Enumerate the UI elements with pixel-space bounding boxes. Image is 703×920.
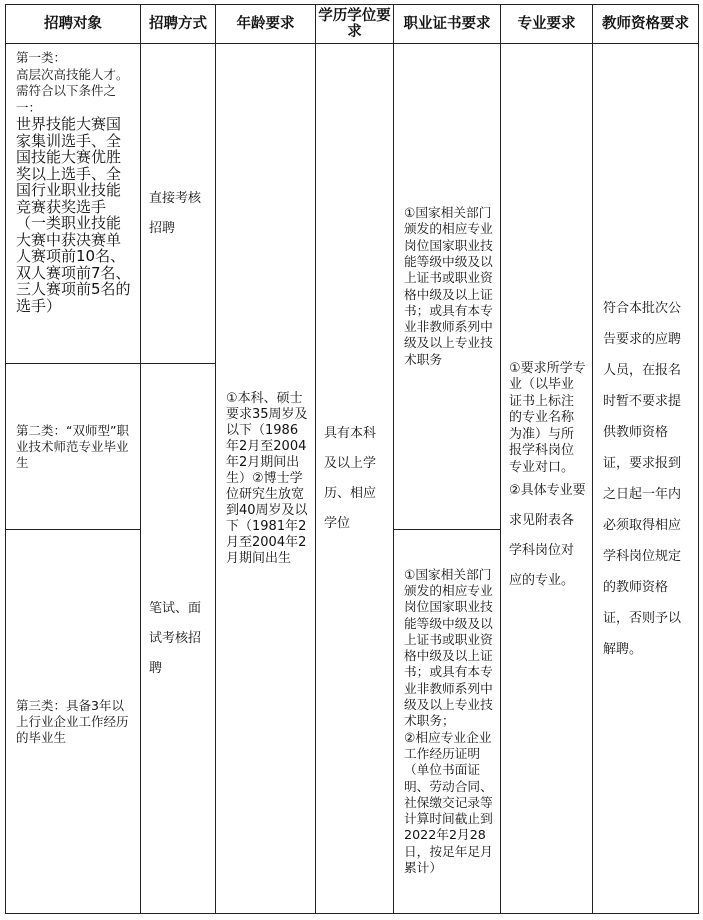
major-requirement [501,44,593,914]
header-teacher-qualification: 教师资格要求 [593,5,699,44]
header-row [6,5,699,44]
method-direct: 直接考核招聘 [141,44,216,364]
target-1-heading: 第一类： [16,50,67,65]
certificate-requirement-a: ①国家相关部门颁发的相应专业岗位国家职业技能等级中级及以上证书或职业资格中级及以上证书；或具有本专业非教师系列中级及以上专业技术职务 [394,44,501,530]
header-age: 年龄要求 [216,5,316,44]
recruitment-requirements-table [5,4,698,914]
target-1-detail: 世界技能大赛国家集训选手、全国技能大赛优胜奖以上选手、全国行业职业技能竞赛获奖选手（一类职业技能大赛中获决赛单人赛项前10名、双人赛项前7名、三人赛项前5名的选手） [16,115,131,315]
table-row [6,44,699,364]
major-req-1: ①要求所学专业（以毕业证书上标注的专业名称为准）与所报学科岗位专业对口。 [509,360,586,475]
target-category-3: 第三类：具备3年以上行业企业工作经历的毕业生 [6,530,141,914]
header-education: 学历学位要求 [316,5,394,44]
header-certificate: 职业证书要求 [394,5,501,44]
cert-b-1: ①国家相关部门颁发的相应专业岗位国家职业技能等级中级及以上证书或职业资格中级及以上证书；或具有本专业非教师系列中级及以上专业技术职务； [404,566,493,729]
target-category-2: 第二类：“双师型”职业技术师范专业毕业生 [6,364,141,530]
certificate-requirement-b [394,530,501,914]
target-category-1 [6,44,141,364]
teacher-qualification-requirement: 符合本批次公告要求的应聘人员，在报名时暂不要求提供教师资格证，要求报到之日起一年内必须取得相应学科岗位规定的教师资格证，否则予以解聘。 [593,44,699,914]
header-major: 专业要求 [501,5,593,44]
target-1-intro: 高层次高技能人才。需符合以下条件之一： [16,66,129,115]
age-requirement: ①本科、硕士要求35周岁及以下（1986年2月至2004年2月期间出生）②博士学位研究生放宽到40周岁及以下（1981年2月至2004年2月期间出生 [216,44,316,914]
cert-b-2: ②相应专业企业工作经历证明（单位书面证明、劳动合同、社保缴交记录等计算时间截止到2022年2月28日，按足年足月累计） [404,729,493,876]
education-requirement: 具有本科及以上学历、相应学位 [316,44,394,914]
major-req-2: ②具体专业要求见附表各学科岗位对应的专业。 [509,483,586,589]
method-exam: 笔试、面试考核招聘 [141,364,216,914]
header-target: 招聘对象 [6,5,141,44]
header-method: 招聘方式 [141,5,216,44]
